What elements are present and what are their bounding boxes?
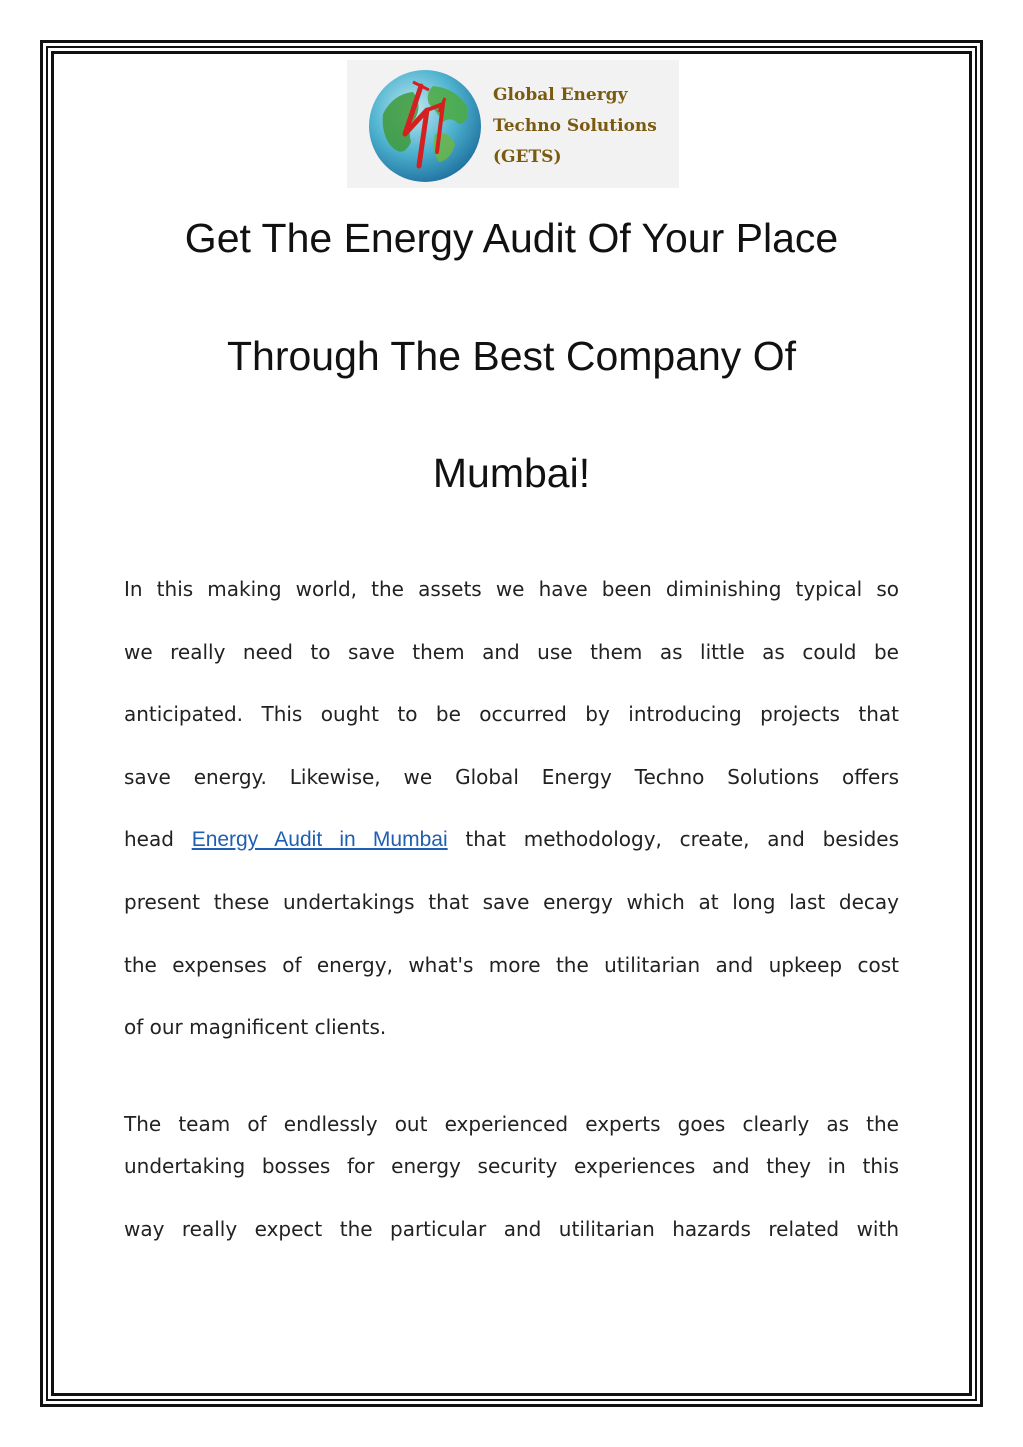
page-title-line-3: Mumbai! [432,450,591,496]
paragraph-1-line-4: save energy. Likewise, we Global Energy Techno Solutions offers [124,765,899,789]
logo-line-2: Techno Solutions [493,116,657,136]
line-5-prefix: head [124,827,174,851]
paragraph-2-line-2: undertaking bosses for energy security experiences and they in this [124,1154,899,1178]
line-5-suffix: that methodology, create, and besides [465,827,899,851]
company-logo [347,60,679,188]
page-title-line-2: Through The Best Company Of [227,333,796,379]
page-title-line-1: Get The Energy Audit Of Your Place [184,215,839,261]
paragraph-1-line-8: of our magnificent clients. [124,1015,387,1039]
paragraph-1-line-1: In this making world, the assets we have been diminishing typical so [124,577,899,601]
paragraph-1-line-3: anticipated. This ought to be occurred by introducing projects that [124,702,899,726]
logo-line-1: Global Energy [493,85,628,105]
paragraph-1-line-5 [124,827,899,852]
globe-icon [363,64,487,184]
paragraph-2-line-3: way really expect the particular and utilitarian hazards related with [124,1217,899,1241]
energy-audit-link[interactable]: Energy Audit in Mumbai [191,828,448,851]
paragraph-1-line-2: we really need to save them and use them as little as could be [124,640,899,664]
logo-line-3: (GETS) [493,147,562,167]
paragraph-1-line-6: present these undertakings that save energy which at long last decay [124,890,899,914]
paragraph-1-line-7: the expenses of energy, what's more the utilitarian and upkeep cost [124,953,899,977]
paragraph-2-line-1: The team of endlessly out experienced experts goes clearly as the [124,1112,899,1136]
logo-text [493,80,657,173]
